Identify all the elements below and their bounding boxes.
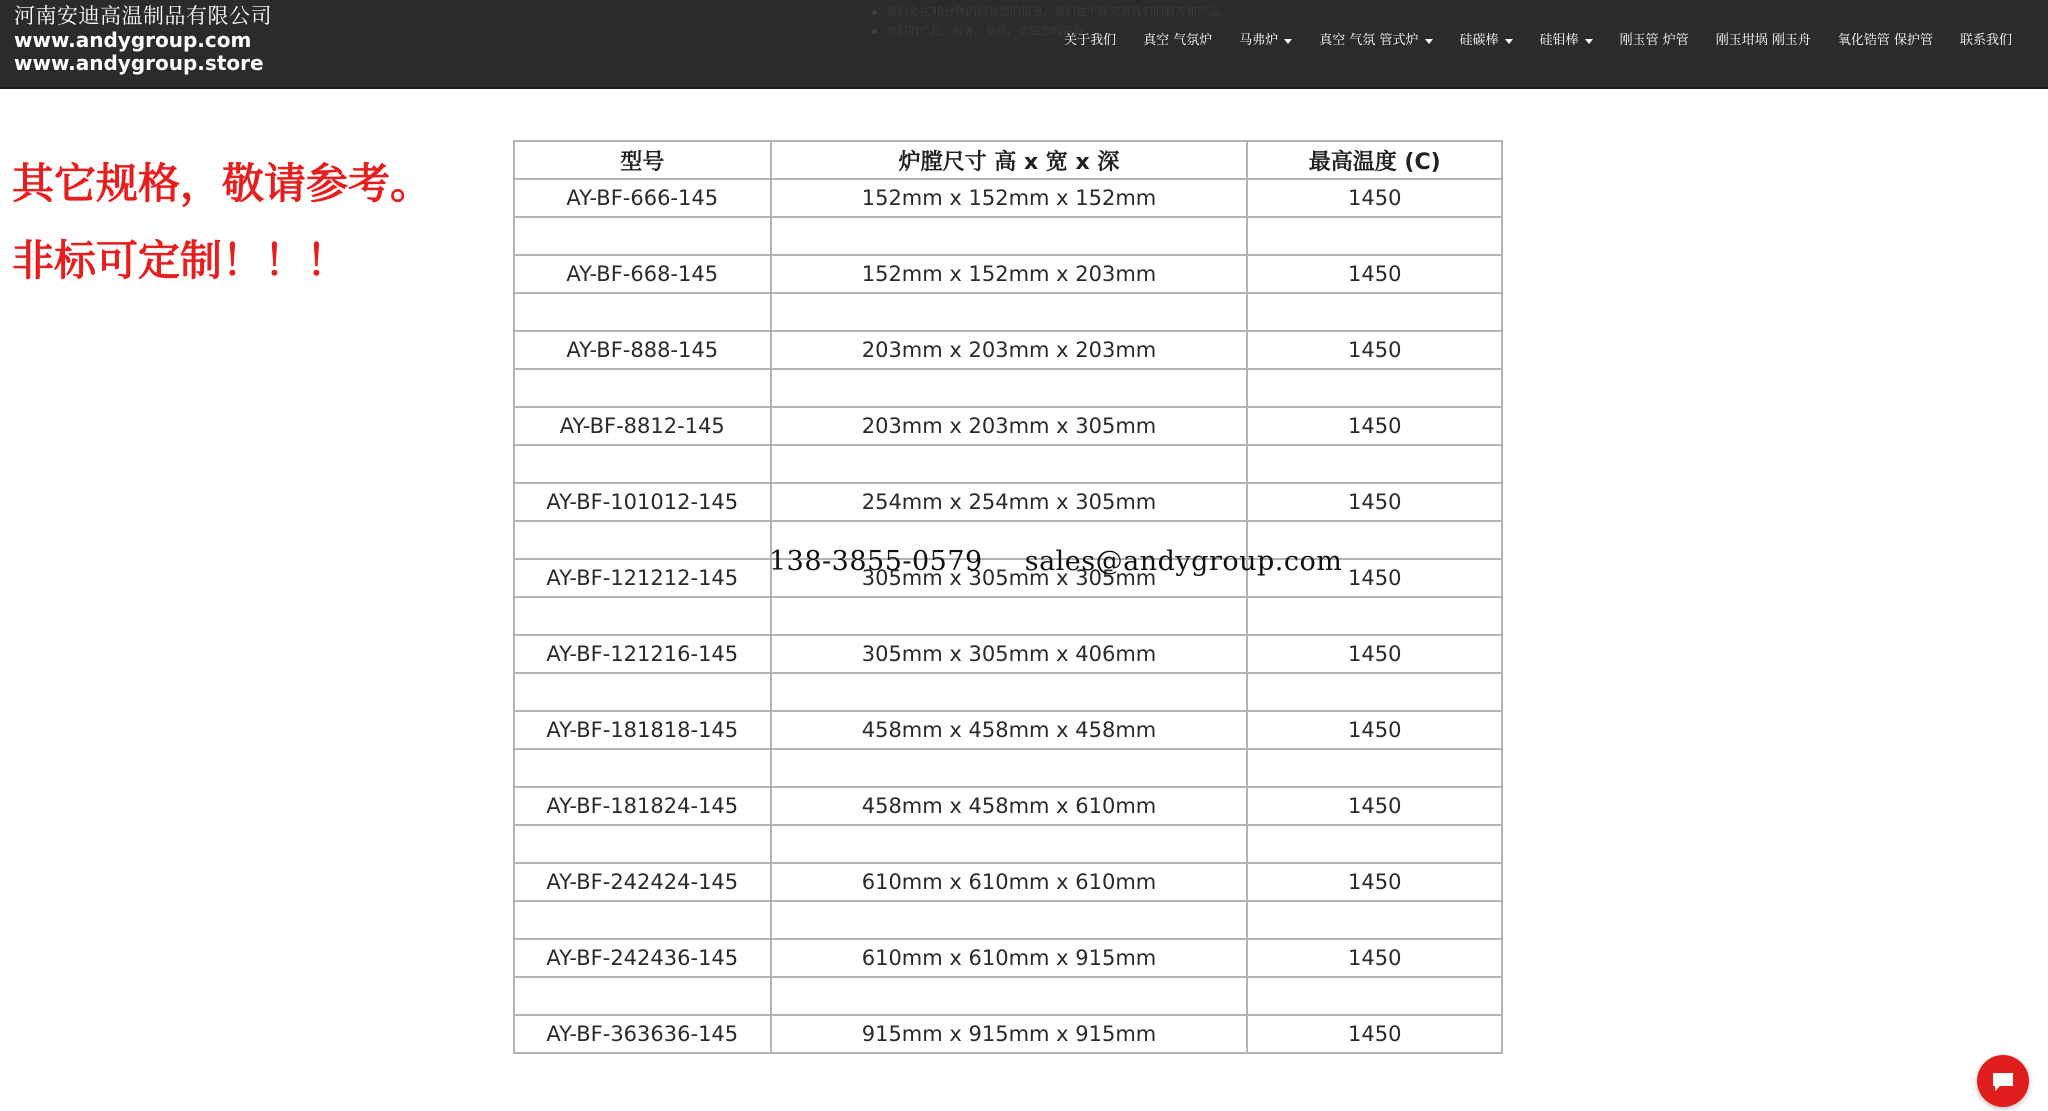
nav-item-label: 刚玉管 炉管: [1619, 33, 1689, 48]
nav-item-label: 真空 气氛 管式炉: [1319, 33, 1419, 48]
nav-item-label: 硅碳棒: [1459, 33, 1499, 48]
cell-model: [514, 901, 771, 939]
cell-max-temp: 1450: [1247, 483, 1502, 521]
table-row: [514, 255, 1502, 293]
cell-max-temp: 1450: [1247, 1015, 1502, 1053]
table-spacer-row: [514, 673, 1502, 711]
cell-model: [514, 977, 771, 1015]
cell-chamber-size: 305mm x 305mm x 406mm: [771, 635, 1248, 673]
cell-model: [514, 369, 771, 407]
contact-email: sales@andygroup.com: [1024, 546, 1343, 577]
cell-max-temp: 1450: [1247, 331, 1502, 369]
cell-model: AY-BF-363636-145: [514, 1015, 771, 1053]
cell-chamber-size: 458mm x 458mm x 458mm: [771, 711, 1248, 749]
spec-note: [12, 145, 432, 299]
cell-max-temp: 1450: [1247, 711, 1502, 749]
table-spacer-row: [514, 901, 1502, 939]
column-header-model: 型号: [514, 141, 771, 179]
nav-item-label: 马弗炉: [1239, 33, 1279, 48]
notice-line: 我们的产品，服务，品质，欢迎您的咨询。: [872, 21, 1352, 40]
table-row: [514, 331, 1502, 369]
table-body: [514, 179, 1502, 1053]
caret-down-icon: [1425, 39, 1433, 44]
nav-item[interactable]: [1064, 29, 1116, 53]
cell-chamber-size: 458mm x 458mm x 610mm: [771, 787, 1248, 825]
table-row: [514, 635, 1502, 673]
cell-max-temp: 1450: [1247, 863, 1502, 901]
site-header: [0, 0, 2048, 89]
table-row: [514, 1015, 1502, 1053]
nav-item[interactable]: [1540, 29, 1593, 53]
cell-model: [514, 749, 771, 787]
cell-chamber-size: 610mm x 610mm x 610mm: [771, 863, 1248, 901]
cell-model: [514, 825, 771, 863]
cell-chamber-size: [771, 901, 1248, 939]
nav-item-label: 刚玉坩埚 刚玉舟: [1715, 33, 1811, 48]
note-line-2: 非标可定制！！！: [12, 236, 349, 285]
table-header-row: [514, 141, 1502, 179]
bullet-icon: [872, 10, 877, 15]
cell-chamber-size: 152mm x 152mm x 203mm: [771, 255, 1248, 293]
cell-model: AY-BF-101012-145: [514, 483, 771, 521]
cell-model: AY-BF-242436-145: [514, 939, 771, 977]
cell-chamber-size: [771, 825, 1248, 863]
bullet-icon: [872, 29, 877, 34]
nav-item-label: 关于我们: [1064, 33, 1117, 48]
cell-chamber-size: 610mm x 610mm x 915mm: [771, 939, 1248, 977]
table-row: [514, 939, 1502, 977]
column-header-chamber-size: 炉膛尺寸 高 x 宽 x 深: [771, 141, 1248, 179]
table-spacer-row: [514, 293, 1502, 331]
brand-block[interactable]: [14, 4, 272, 75]
site-url[interactable]: www.andygroup.com: [14, 28, 252, 52]
cell-model: AY-BF-668-145: [514, 255, 771, 293]
cell-chamber-size: 254mm x 254mm x 305mm: [771, 483, 1248, 521]
cell-model: [514, 445, 771, 483]
spec-table: [513, 140, 1503, 1054]
cell-chamber-size: [771, 369, 1248, 407]
main-nav: [1064, 29, 2012, 53]
cell-chamber-size: 203mm x 203mm x 305mm: [771, 407, 1248, 445]
table-spacer-row: [514, 977, 1502, 1015]
cell-chamber-size: 203mm x 203mm x 203mm: [771, 331, 1248, 369]
cell-chamber-size: 915mm x 915mm x 915mm: [771, 1015, 1248, 1053]
nav-item[interactable]: [1838, 29, 1933, 53]
table-row: [514, 711, 1502, 749]
table-spacer-row: [514, 825, 1502, 863]
nav-item-label: 真空 气氛炉: [1143, 33, 1213, 48]
nav-item[interactable]: [1143, 29, 1212, 53]
cell-max-temp: [1247, 749, 1502, 787]
cell-model: [514, 217, 771, 255]
nav-item[interactable]: [1460, 29, 1513, 53]
cell-model: [514, 597, 771, 635]
cell-max-temp: [1247, 217, 1502, 255]
table-row: [514, 483, 1502, 521]
nav-item[interactable]: [1319, 29, 1432, 53]
cell-max-temp: 1450: [1247, 787, 1502, 825]
contact-watermark: [769, 546, 1342, 577]
cell-max-temp: 1450: [1247, 179, 1502, 217]
cell-chamber-size: [771, 749, 1248, 787]
cell-chamber-size: [771, 217, 1248, 255]
cell-model: AY-BF-121212-145: [514, 559, 771, 597]
cell-max-temp: [1247, 293, 1502, 331]
caret-down-icon: [1284, 39, 1292, 44]
table-row: [514, 407, 1502, 445]
cell-max-temp: 1450: [1247, 939, 1502, 977]
cell-model: [514, 521, 771, 559]
nav-item-label: 硅钼棒: [1539, 33, 1579, 48]
cell-max-temp: [1247, 977, 1502, 1015]
nav-item-label: 联系我们: [1959, 33, 2012, 48]
table-spacer-row: [514, 597, 1502, 635]
cell-max-temp: [1247, 445, 1502, 483]
cell-model: AY-BF-181824-145: [514, 787, 771, 825]
cell-model: AY-BF-8812-145: [514, 407, 771, 445]
cell-max-temp: [1247, 673, 1502, 711]
cell-max-temp: [1247, 901, 1502, 939]
cell-model: AY-BF-666-145: [514, 179, 771, 217]
note-line-1: 其它规格，敬请参考。: [12, 159, 433, 208]
cell-max-temp: [1247, 825, 1502, 863]
nav-item-label: 氧化锆管 保护管: [1837, 33, 1933, 48]
cell-chamber-size: 152mm x 152mm x 152mm: [771, 179, 1248, 217]
table-row: [514, 863, 1502, 901]
cell-max-temp: [1247, 369, 1502, 407]
cell-model: AY-BF-181818-145: [514, 711, 771, 749]
cell-model: AY-BF-888-145: [514, 331, 771, 369]
nav-item[interactable]: [1960, 29, 2012, 53]
cell-chamber-size: 305mm x 305mm x 305mm: [771, 559, 1248, 597]
cell-max-temp: 1450: [1247, 407, 1502, 445]
contact-phone: 138-3855-0579: [769, 546, 983, 577]
cell-model: [514, 293, 771, 331]
chat-button[interactable]: [1977, 1055, 2029, 1107]
table-row: [514, 787, 1502, 825]
table-spacer-row: [514, 445, 1502, 483]
table-spacer-row: [514, 369, 1502, 407]
cell-chamber-size: [771, 597, 1248, 635]
cell-chamber-size: [771, 293, 1248, 331]
column-header-max-temp: 最高温度 (C): [1247, 141, 1502, 179]
nav-item[interactable]: [1239, 29, 1292, 53]
notice-line: 我们会在30分钟内回复您的信息，我们也不断完善我们的服务和产品。: [872, 2, 1352, 21]
table-spacer-row: [514, 217, 1502, 255]
cell-model: AY-BF-121216-145: [514, 635, 771, 673]
table-row: [514, 179, 1502, 217]
caret-down-icon: [1505, 39, 1513, 44]
cell-max-temp: 1450: [1247, 255, 1502, 293]
table-spacer-row: [514, 749, 1502, 787]
cell-chamber-size: [771, 445, 1248, 483]
cell-model: [514, 673, 771, 711]
nav-item[interactable]: [1620, 29, 1689, 53]
cell-model: AY-BF-242424-145: [514, 863, 771, 901]
site-url[interactable]: www.andygroup.store: [14, 51, 264, 75]
cell-chamber-size: [771, 977, 1248, 1015]
nav-item[interactable]: [1716, 29, 1811, 53]
chat-bubble-icon: [1991, 1071, 2015, 1093]
cell-max-temp: 1450: [1247, 559, 1502, 597]
cell-max-temp: 1450: [1247, 635, 1502, 673]
caret-down-icon: [1585, 39, 1593, 44]
cell-chamber-size: [771, 673, 1248, 711]
brand-name[interactable]: 河南安迪高温制品有限公司: [14, 4, 272, 28]
cell-max-temp: [1247, 597, 1502, 635]
